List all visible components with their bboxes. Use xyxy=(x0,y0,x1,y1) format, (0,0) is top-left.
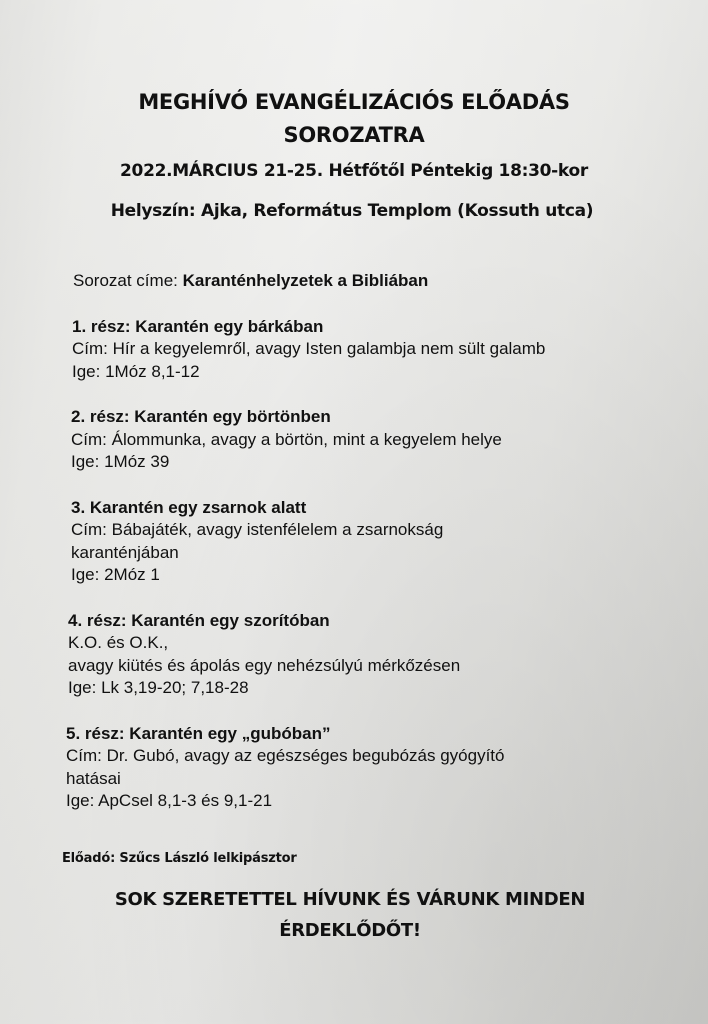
part-line: karanténjában xyxy=(71,542,179,562)
part-heading: 5. rész: Karantén egy „gubóban” xyxy=(66,723,331,743)
series-title xyxy=(73,270,691,293)
part-line: Cím: Hír a kegyelemről, avagy Isten galambja nem sült galamb xyxy=(72,339,546,358)
title-line-2: SOROZATRA xyxy=(283,123,425,147)
part-4 xyxy=(68,610,691,700)
part-heading: 3. Karantén egy zsarnok alatt xyxy=(71,497,307,517)
document-title xyxy=(0,86,708,152)
part-line: Ige: 1Móz 39 xyxy=(71,452,170,471)
title-line-1: MEGHÍVÓ EVANGÉLIZÁCIÓS ELŐADÁS xyxy=(138,90,570,114)
part-1 xyxy=(72,316,691,384)
part-line: hatásai xyxy=(66,768,121,788)
closing-line-2: ÉRDEKLŐDŐT! xyxy=(279,920,421,941)
series-label: Sorozat címe: xyxy=(73,271,183,290)
part-3 xyxy=(71,497,691,587)
part-line: Ige: 1Móz 8,1-12 xyxy=(72,361,200,381)
event-location: Helyszín: Ajka, Református Templom (Kossuth utca) xyxy=(110,201,594,221)
part-2 xyxy=(71,406,691,474)
part-line: Ige: ApCsel 8,1-3 és 9,1-21 xyxy=(66,791,273,810)
part-line: avagy kiütés és ápolás egy nehézsúlyú mérkőzésen xyxy=(68,655,461,675)
part-heading: 4. rész: Karantén egy szorítóban xyxy=(68,610,330,630)
speaker-credit: Előadó: Szűcs László lelkipásztor xyxy=(62,851,297,866)
program-body xyxy=(66,270,691,836)
part-line: Cím: Bábajáték, avagy istenfélelem a zsarnokság xyxy=(71,520,444,539)
event-date: 2022.MÁRCIUS 21-25. Hétfőtől Péntekig 18:30-kor xyxy=(120,161,588,181)
part-heading: 1. rész: Karantén egy bárkában xyxy=(72,316,324,336)
part-line: Ige: 2Móz 1 xyxy=(71,565,160,584)
part-line: Cím: Álommunka, avagy a börtön, mint a kegyelem helye xyxy=(71,429,502,449)
part-line: K.O. és O.K., xyxy=(68,633,169,652)
part-line: Ige: Lk 3,19-20; 7,18-28 xyxy=(68,678,249,697)
closing-line-1: SOK SZERETETTEL HÍVUNK ÉS VÁRUNK MINDEN xyxy=(114,889,586,910)
closing-invitation xyxy=(0,884,700,946)
part-heading: 2. rész: Karantén egy börtönben xyxy=(71,407,331,426)
series-name: Karanténhelyzetek a Bibliában xyxy=(182,271,429,290)
part-line: Cím: Dr. Gubó, avagy az egészséges begubózás gyógyító xyxy=(66,746,505,765)
part-5 xyxy=(66,723,691,813)
